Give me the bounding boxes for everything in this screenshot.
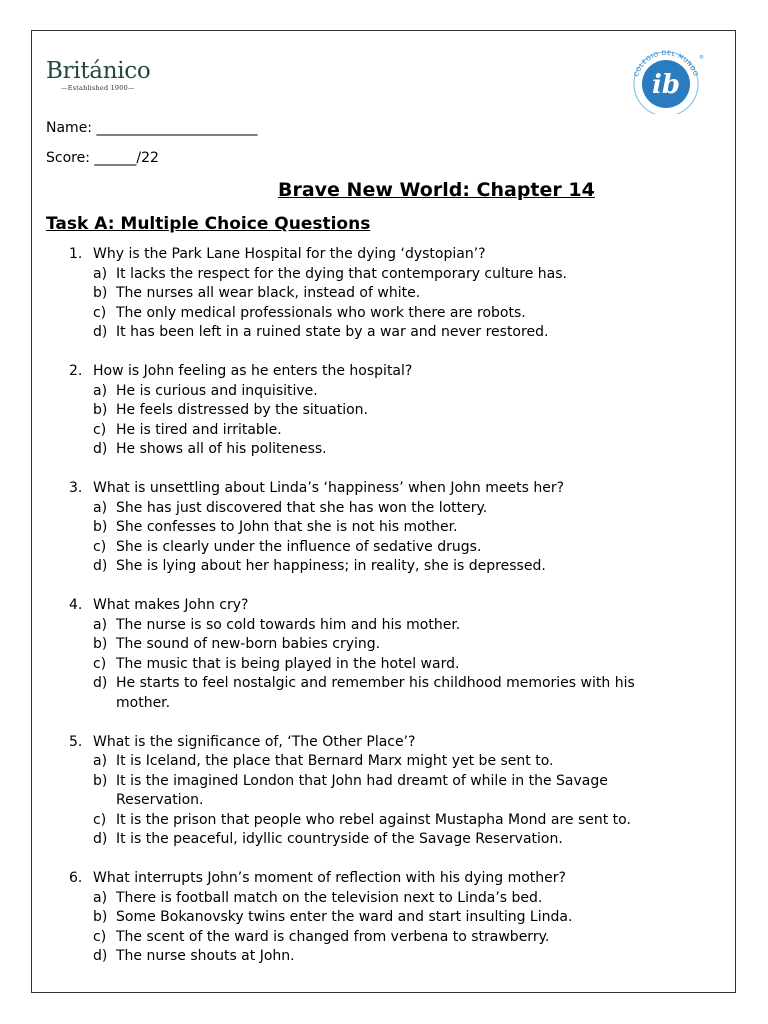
answer-option — [0, 889, 768, 909]
answer-option — [0, 947, 768, 967]
question-text: What interrupts John’s moment of reflection with his dying mother? — [93, 870, 566, 886]
option-letter: d) — [93, 831, 108, 847]
answer-option — [0, 655, 768, 675]
question-line — [0, 733, 768, 753]
question-line — [0, 479, 768, 499]
answer-option — [0, 928, 768, 948]
answer-option — [0, 421, 768, 441]
ib-ring-text: COLEGIO DEL MUNDO — [633, 50, 699, 78]
answer-option — [0, 908, 768, 928]
option-text: She confesses to John that she is not his mother. — [116, 519, 458, 535]
answer-option — [0, 265, 768, 285]
name-field: Name: _______________________ — [46, 120, 258, 136]
worksheet-title: Brave New World: Chapter 14 — [278, 179, 595, 201]
answer-option — [0, 518, 768, 538]
option-text: The music that is being played in the hotel ward. — [116, 655, 460, 672]
question-text: What is the significance of, ‘The Other Place’? — [93, 733, 416, 750]
task-heading: Task A: Multiple Choice Questions — [46, 214, 371, 234]
answer-option — [0, 830, 768, 850]
option-text: She is lying about her happiness; in reality, she is depressed. — [116, 558, 546, 574]
answer-option — [0, 538, 768, 558]
option-letter: b) — [93, 519, 108, 535]
option-text: Reservation. — [116, 792, 204, 808]
option-text: It is the peaceful, idyllic countryside of the Savage Reservation. — [116, 831, 563, 847]
option-letter: c) — [93, 421, 107, 438]
logo-tagline: —Established 1900— — [61, 84, 135, 92]
option-letter: a) — [93, 753, 108, 769]
answer-option — [0, 323, 768, 343]
option-text: The scent of the ward is changed from verbena to strawberry. — [116, 928, 550, 945]
question-text: How is John feeling as he enters the hospital? — [93, 363, 413, 379]
answer-option-continuation — [0, 694, 768, 714]
option-letter: a) — [93, 382, 108, 399]
option-letter: c) — [93, 811, 107, 828]
answer-option — [0, 557, 768, 577]
question-item — [0, 479, 768, 577]
answer-option — [0, 401, 768, 421]
option-text: She is clearly under the influence of sedative drugs. — [116, 538, 482, 555]
question-list — [0, 245, 768, 986]
question-item — [0, 869, 768, 967]
option-letter: d) — [93, 558, 108, 574]
answer-option — [0, 304, 768, 324]
option-text: The sound of new-born babies crying. — [116, 636, 381, 652]
option-letter: b) — [93, 772, 108, 789]
option-text: mother. — [116, 694, 171, 711]
option-letter: b) — [93, 402, 108, 418]
option-text: It lacks the respect for the dying that contemporary culture has. — [116, 265, 567, 282]
answer-option — [0, 752, 768, 772]
answer-option — [0, 499, 768, 519]
question-item — [0, 245, 768, 343]
option-text: He is tired and irritable. — [116, 421, 282, 438]
answer-option — [0, 674, 768, 694]
option-letter: a) — [93, 499, 108, 516]
option-letter: a) — [93, 889, 108, 906]
logo-wordmark: Británico — [46, 58, 151, 84]
answer-option — [0, 284, 768, 304]
score-field: Score: ______/22 — [46, 150, 159, 166]
option-letter: c) — [93, 655, 107, 672]
answer-option-continuation — [0, 791, 768, 811]
option-text: It has been left in a ruined state by a war and never restored. — [116, 324, 549, 340]
answer-option — [0, 382, 768, 402]
question-line — [0, 869, 768, 889]
question-line — [0, 362, 768, 382]
registered-mark-icon: ® — [699, 55, 704, 61]
ib-letters: ib — [651, 70, 681, 100]
britanico-logo — [46, 58, 150, 92]
question-text: What makes John cry? — [93, 597, 249, 613]
option-letter: a) — [93, 616, 108, 633]
question-number: 5. — [69, 733, 83, 750]
option-text: The nurse shouts at John. — [116, 948, 295, 964]
option-text: It is Iceland, the place that Bernard Marx might yet be sent to. — [116, 753, 554, 769]
question-line — [0, 596, 768, 616]
option-letter: d) — [93, 675, 108, 691]
question-number: 2. — [69, 363, 83, 379]
question-text: What is unsettling about Linda’s ‘happiness’ when John meets her? — [93, 480, 565, 496]
option-text: He shows all of his politeness. — [116, 441, 327, 457]
option-text: The only medical professionals who work there are robots. — [116, 304, 526, 321]
question-line — [0, 245, 768, 265]
answer-option — [0, 811, 768, 831]
question-item — [0, 733, 768, 850]
option-letter: b) — [93, 285, 108, 301]
answer-option — [0, 440, 768, 460]
option-text: It is the imagined London that John had dreamt of while in the Savage — [116, 772, 608, 789]
question-text: Why is the Park Lane Hospital for the dying ‘dystopian’? — [93, 246, 486, 262]
option-text: It is the prison that people who rebel against Mustapha Mond are sent to. — [116, 811, 631, 828]
option-text: He feels distressed by the situation. — [116, 402, 368, 418]
option-text: Some Bokanovsky twins enter the ward and start insulting Linda. — [116, 909, 573, 925]
option-letter: c) — [93, 538, 107, 555]
answer-option — [0, 635, 768, 655]
option-text: The nurse is so cold towards him and his mother. — [116, 616, 461, 633]
answer-option — [0, 616, 768, 636]
option-text: He starts to feel nostalgic and remember his childhood memories with his — [116, 675, 635, 691]
option-letter: c) — [93, 304, 107, 321]
question-number: 3. — [69, 480, 83, 496]
question-number: 1. — [69, 246, 83, 262]
question-item — [0, 362, 768, 460]
option-text: There is football match on the television next to Linda’s bed. — [116, 889, 543, 906]
question-number: 4. — [69, 597, 83, 613]
option-text: He is curious and inquisitive. — [116, 382, 318, 399]
option-letter: c) — [93, 928, 107, 945]
question-item — [0, 596, 768, 713]
question-number: 6. — [69, 870, 83, 886]
option-text: The nurses all wear black, instead of white. — [116, 285, 421, 301]
ib-world-school-logo — [628, 50, 704, 114]
answer-option — [0, 772, 768, 792]
option-letter: b) — [93, 909, 108, 925]
option-letter: d) — [93, 324, 108, 340]
option-letter: d) — [93, 948, 108, 964]
option-text: She has just discovered that she has won the lottery. — [116, 499, 488, 516]
option-letter: b) — [93, 636, 108, 652]
option-letter: a) — [93, 265, 108, 282]
option-letter: d) — [93, 441, 108, 457]
